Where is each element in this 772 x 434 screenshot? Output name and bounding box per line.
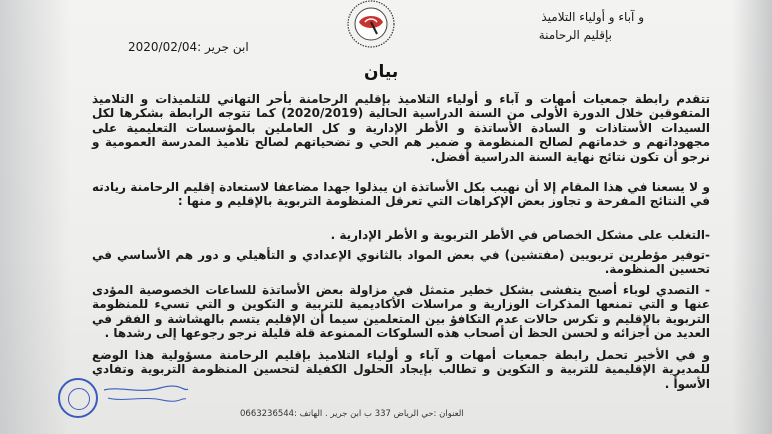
paragraph-appeal: و لا يسعنا في هذا المقام إلا أن نهيب بكل الأساتذة ان يبذلوا جهدا مضاعفا لاستعادة إقليم الرحامنة ريادته في النتائج المفرحة و تجاوز بعض الإكراهات التي تعرقل المنظومة التربوية بالإقليم و منها :	[92, 180, 710, 209]
scan-shadow-left	[0, 0, 70, 434]
header-line-1: و آباء و أولياء التلاميذ	[541, 10, 644, 24]
date-line: ابن جرير :2020/02/04	[128, 40, 249, 54]
association-logo	[331, 0, 411, 54]
paragraph-point-1: -التغلب على مشكل الخصاص في الأطر التربوية و الأطر الإدارية .	[330, 228, 710, 242]
document-title: بيان	[364, 62, 399, 82]
paragraph-point-3: - التصدي لوباء أصبح يتفشى بشكل خطير متمثل في مزاولة بعض الأساتذة للساعات الخصوصية المؤدى عنها و التي تمنعها المذكرات الوزارية و مراسلات الأكاديمية للتربية و التكوين و التي تسيء للمنظومة التربوية بالإقليم و تكرس حالات عدم التكافؤ بين المتعلمين سيما أن الإقليم يتسم بالهشاشة و الفقر في العديد من أجزائه و لحسن الحظ أن أصحاب هذه السلوكات الممنوعة قلة قليلة نرجو رجوعها إلى رشدها .	[92, 283, 710, 341]
paragraph-point-2: -توفير مؤطرين تربويين (مفتشين) في بعض المواد بالثانوي الإعدادي و التأهيلي و دور هم الأساسي في تحسين المنظومة.	[92, 248, 710, 277]
paragraph-conclusion: و في الأخير تحمل رابطة جمعيات أمهات و آباء و أولياء التلاميذ بإقليم الرحامنة مسؤولية هذا الوضع للمديرية الإقليمية للتربية و التكوين و تطالب بإيجاد الحلول الكفيلة لتحسين المنظومة التربوية وتفادي الأسوأ .	[92, 348, 710, 391]
stamp-scribble-icon	[100, 384, 190, 406]
header-line-2: بإقليم الرحامنة	[538, 28, 612, 42]
paragraph-congratulations: تتقدم رابطة جمعيات أمهات و آباء و أولياء التلاميذ بإقليم الرحامنة بأحر التهاني للتلميذات و التلاميذ المتفوقين خلال الدورة الأولى من السنة الدراسية الحالية (2020/2019) كما تتوجه الرابطة بشكرها لكل السيدات الأستاذات و السادة الأساتذة و الأطر الإدارية و كل العاملين بالمؤسسات التعليمية على مجهوداتهم و خدماتهم لصالح المنظومة و ضمير هم الحي و تضحياتهم لصالح تلاميذ المدرسة العمومية و نرجو أن تكون نتائج نهاية السنة الدراسية أفضل.	[92, 92, 711, 164]
footer-address: العنوان :حي الرياض 337 ب ابن جرير . الهاتف :0663236544	[240, 409, 464, 419]
official-stamp-icon	[58, 378, 98, 418]
scan-shadow-right	[732, 0, 772, 434]
